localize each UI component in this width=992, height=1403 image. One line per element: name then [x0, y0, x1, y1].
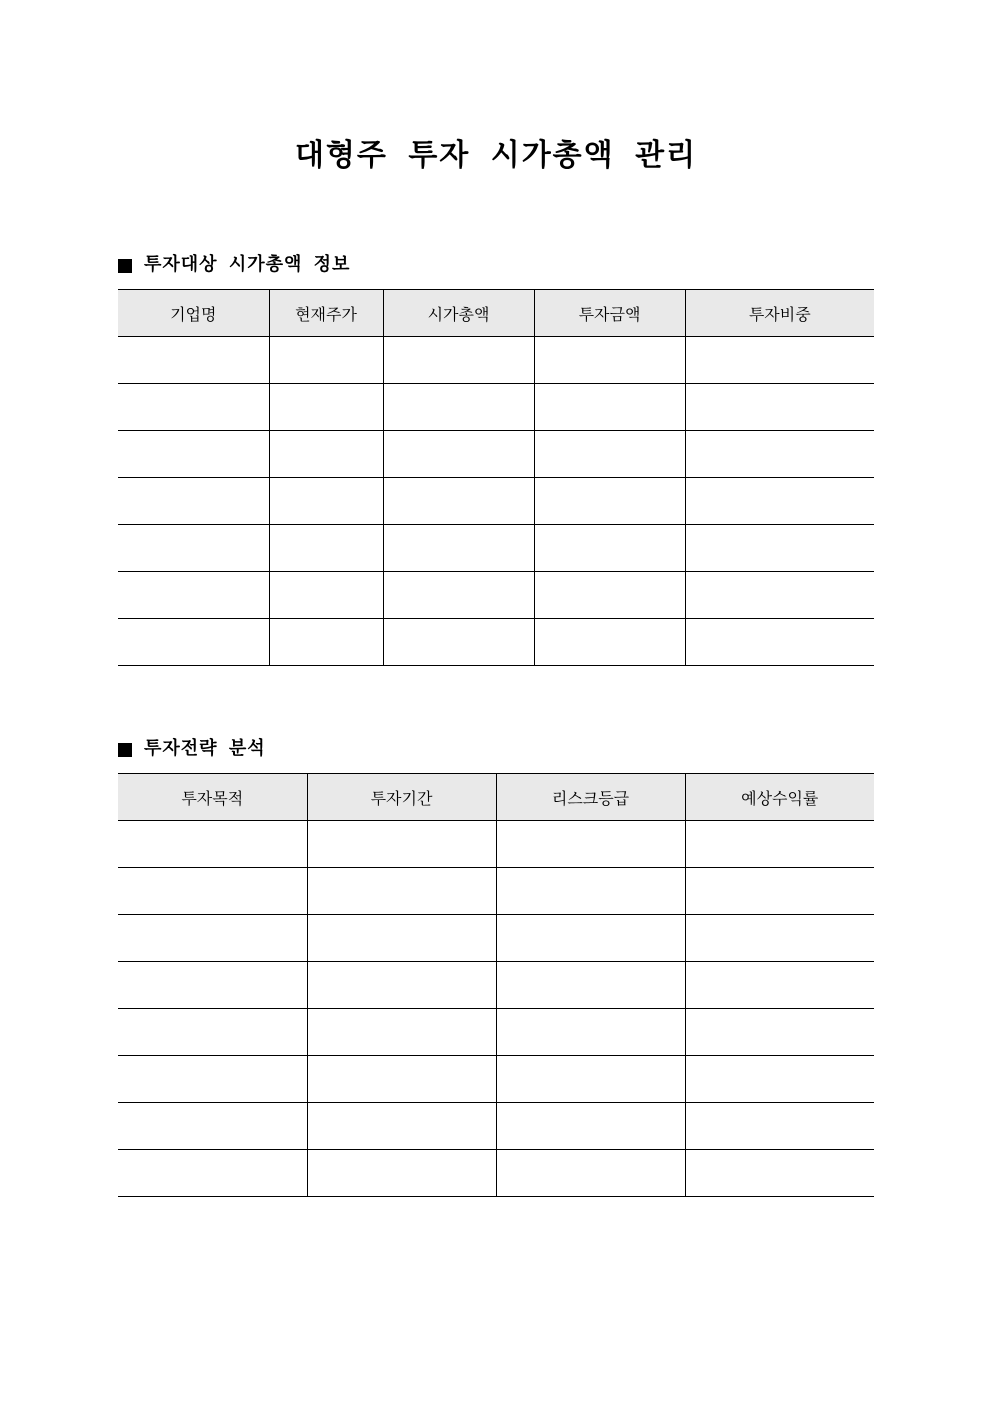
table-row: [118, 962, 874, 1009]
table-row: [118, 868, 874, 915]
table-cell[interactable]: [118, 1150, 307, 1197]
section-heading-text: 투자대상 시가총액 정보: [144, 254, 351, 275]
section-heading-strategy-analysis: [118, 737, 266, 761]
table-cell[interactable]: [118, 525, 269, 572]
table-cell[interactable]: [383, 619, 534, 666]
table-row: [118, 1009, 874, 1056]
column-header-risk-grade: 리스크등급: [496, 774, 685, 821]
table-row: [118, 619, 874, 666]
column-header-expected-return: 예상수익률: [685, 774, 874, 821]
table-cell[interactable]: [383, 525, 534, 572]
table-cell[interactable]: [269, 384, 383, 431]
table-cell[interactable]: [685, 1150, 874, 1197]
table-cell[interactable]: [118, 384, 269, 431]
table-cell[interactable]: [685, 915, 874, 962]
table-cell[interactable]: [496, 1150, 685, 1197]
table-cell[interactable]: [118, 619, 269, 666]
table-row: [118, 337, 874, 384]
table-row: [118, 821, 874, 868]
table-cell[interactable]: [383, 572, 534, 619]
table-cell[interactable]: [269, 478, 383, 525]
table-cell[interactable]: [685, 384, 874, 431]
table-cell[interactable]: [685, 525, 874, 572]
table-cell[interactable]: [496, 915, 685, 962]
table-cell[interactable]: [118, 572, 269, 619]
table-row: [118, 384, 874, 431]
table-cell[interactable]: [307, 1103, 496, 1150]
table-row: [118, 1103, 874, 1150]
table-cell[interactable]: [685, 1056, 874, 1103]
table-cell[interactable]: [383, 337, 534, 384]
column-header-investment-amount: 투자금액: [534, 290, 685, 337]
table-cell[interactable]: [307, 962, 496, 1009]
table-cell[interactable]: [307, 821, 496, 868]
section-heading-investment-targets: [118, 253, 350, 277]
table-cell[interactable]: [118, 1009, 307, 1056]
table-cell[interactable]: [685, 572, 874, 619]
table-cell[interactable]: [307, 1056, 496, 1103]
table-cell[interactable]: [118, 915, 307, 962]
column-header-purpose: 투자목적: [118, 774, 307, 821]
table-cell[interactable]: [685, 478, 874, 525]
table-cell[interactable]: [685, 821, 874, 868]
table-cell[interactable]: [118, 962, 307, 1009]
column-header-market-cap: 시가총액: [383, 290, 534, 337]
table-cell[interactable]: [496, 1103, 685, 1150]
table-cell[interactable]: [269, 431, 383, 478]
table-row: [118, 478, 874, 525]
table-cell[interactable]: [383, 384, 534, 431]
table-row: [118, 1056, 874, 1103]
table-row: [118, 525, 874, 572]
table-cell[interactable]: [534, 384, 685, 431]
table-cell[interactable]: [269, 619, 383, 666]
table-cell[interactable]: [118, 431, 269, 478]
table-cell[interactable]: [534, 431, 685, 478]
table-cell[interactable]: [307, 868, 496, 915]
table-cell[interactable]: [383, 431, 534, 478]
table-cell[interactable]: [534, 478, 685, 525]
table-row: [118, 1150, 874, 1197]
section-heading-text: 투자전략 분석: [144, 738, 266, 759]
table-cell[interactable]: [383, 478, 534, 525]
table-cell[interactable]: [534, 572, 685, 619]
table-cell[interactable]: [496, 868, 685, 915]
table-cell[interactable]: [534, 337, 685, 384]
table-row: [118, 915, 874, 962]
table-cell[interactable]: [685, 1009, 874, 1056]
table-cell[interactable]: [118, 821, 307, 868]
table-header-row: [118, 290, 874, 337]
table-cell[interactable]: [685, 962, 874, 1009]
table-cell[interactable]: [118, 1103, 307, 1150]
table-cell[interactable]: [118, 1056, 307, 1103]
table-cell[interactable]: [307, 1150, 496, 1197]
table-row: [118, 572, 874, 619]
table-cell[interactable]: [269, 525, 383, 572]
table-cell[interactable]: [307, 915, 496, 962]
table-cell[interactable]: [269, 572, 383, 619]
table-cell[interactable]: [534, 619, 685, 666]
table-cell[interactable]: [685, 431, 874, 478]
column-header-current-price: 현재주가: [269, 290, 383, 337]
table-cell[interactable]: [496, 962, 685, 1009]
table-cell[interactable]: [685, 1103, 874, 1150]
market-cap-table: [118, 289, 874, 666]
column-header-period: 투자기간: [307, 774, 496, 821]
strategy-table: [118, 773, 874, 1197]
table-cell[interactable]: [685, 619, 874, 666]
table-header-row: [118, 774, 874, 821]
table-cell[interactable]: [534, 525, 685, 572]
table-cell[interactable]: [118, 478, 269, 525]
column-header-company: 기업명: [118, 290, 269, 337]
table-cell[interactable]: [496, 1009, 685, 1056]
table-cell[interactable]: [118, 868, 307, 915]
table-cell[interactable]: [269, 337, 383, 384]
page-title: 대형주 투자 시가총액 관리: [294, 138, 698, 173]
table-cell[interactable]: [496, 1056, 685, 1103]
table-cell[interactable]: [496, 821, 685, 868]
table-cell[interactable]: [118, 337, 269, 384]
square-bullet-icon: [118, 259, 132, 273]
table-cell[interactable]: [685, 337, 874, 384]
table-cell[interactable]: [685, 868, 874, 915]
square-bullet-icon: [118, 743, 132, 757]
table-row: [118, 431, 874, 478]
column-header-investment-weight: 투자비중: [685, 290, 874, 337]
table-cell[interactable]: [307, 1009, 496, 1056]
